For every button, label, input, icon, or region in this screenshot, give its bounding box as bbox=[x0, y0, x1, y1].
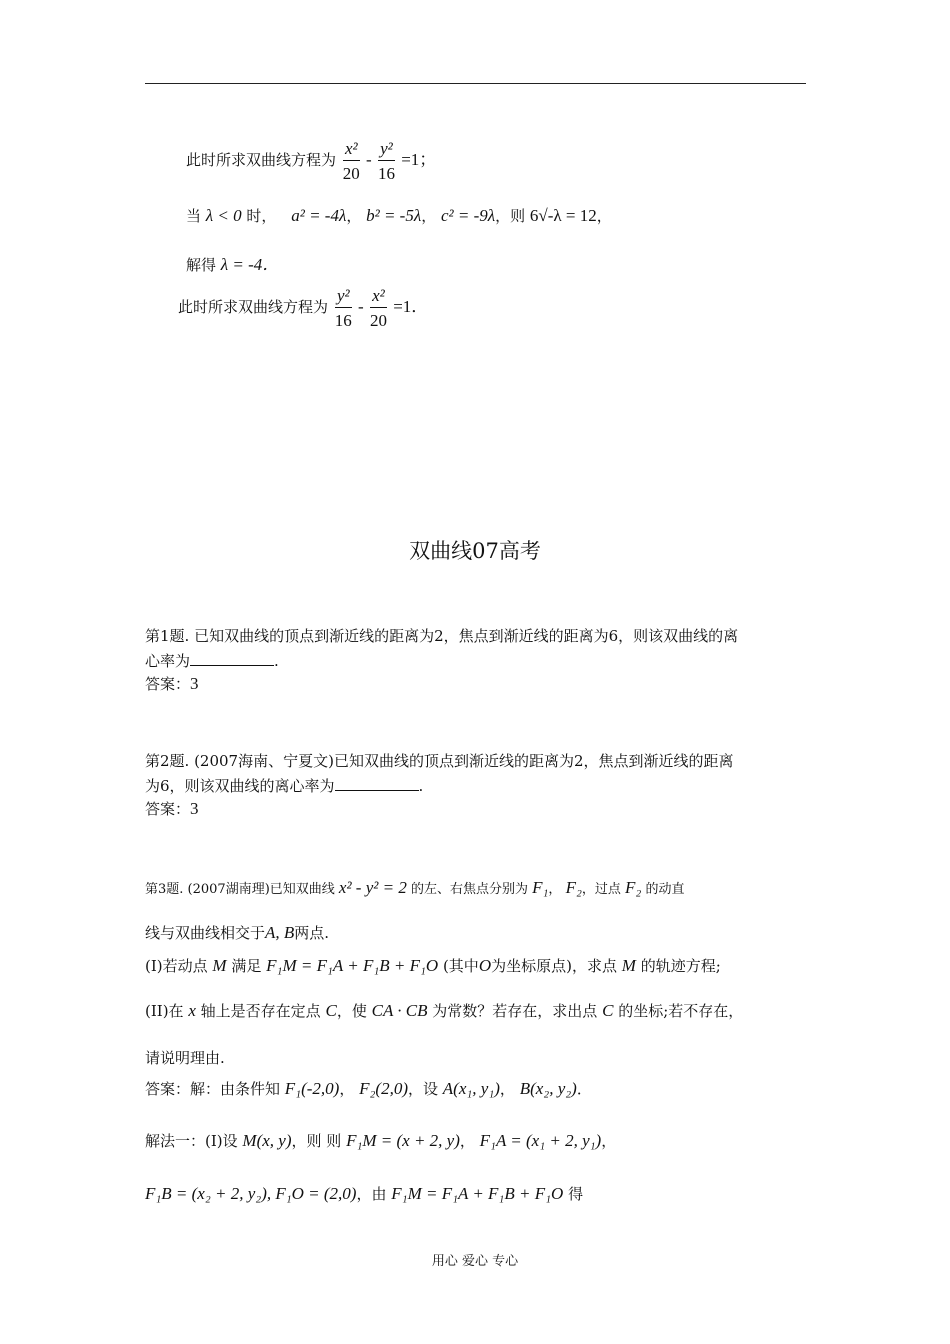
q3-line-7: 解法一：(I)设 M(x, y)，则 则 F₁M = (x + 2, y)， F₁A = (x₁ + 2, y₁)， bbox=[145, 1131, 617, 1150]
text: 线与双曲线相交于 bbox=[145, 924, 266, 942]
text: ，过点 bbox=[581, 882, 621, 897]
text: 为常数？若存在，求出点 bbox=[432, 1002, 598, 1020]
text: 时， bbox=[246, 207, 277, 225]
equation: F₁(-2,0) bbox=[284, 1079, 340, 1098]
text: 轴上是否存在定点 bbox=[200, 1002, 321, 1020]
equation-tail: =1． bbox=[393, 296, 429, 316]
q3-line-3 bbox=[145, 955, 721, 976]
answer-blank bbox=[190, 651, 274, 666]
equation: c² = -9λ bbox=[440, 206, 496, 225]
q1-line-1: 第1题. 已知双曲线的顶点到渐近线的距离为2，焦点到渐近线的距离为6，则该双曲线的离 bbox=[145, 627, 739, 645]
text: . bbox=[418, 777, 424, 795]
text: ，则 则 bbox=[291, 1132, 342, 1150]
symbol: F₁ bbox=[532, 878, 549, 897]
text: 的左、右焦点分别为 bbox=[410, 882, 528, 897]
text: 当 bbox=[186, 207, 202, 225]
equation: F₁M = F₁A + F₁B + F₁O bbox=[391, 1184, 564, 1203]
equation-hyperbola-2: $\frac{\text{y²}}{16}$ - $\frac{\text{x²}}{20}$ =1． bbox=[334, 286, 429, 330]
frac-den: 20 bbox=[369, 311, 387, 330]
equation-intro: 此时所求双曲线方程为 bbox=[178, 297, 329, 316]
equation: F₁M = F₁A + F₁B + F₁O bbox=[266, 956, 439, 975]
text: ． bbox=[576, 1080, 592, 1098]
text: 为坐标原点)，求点 bbox=[491, 957, 617, 975]
q2-line-1: 第2题. (2007海南、宁夏文)已知双曲线的顶点到渐近线的距离为2，焦点到渐近线的距离 bbox=[145, 752, 734, 770]
section-title: 双曲线07高考 bbox=[409, 539, 541, 563]
top-line-3 bbox=[186, 250, 279, 275]
equation: 6√-λ = 12 bbox=[529, 206, 597, 225]
frac-den: 16 bbox=[377, 164, 395, 183]
text: 心率为 bbox=[145, 652, 191, 670]
text: 得 bbox=[568, 1185, 584, 1203]
symbol: O bbox=[478, 956, 492, 975]
frac-num: y² bbox=[378, 140, 395, 161]
text: (I)若动点 bbox=[145, 957, 208, 975]
frac-num: y² bbox=[335, 287, 352, 308]
equation: b² = -5λ bbox=[366, 206, 422, 225]
equation: F₁A = (x₁ + 2, y₁) bbox=[479, 1131, 602, 1150]
header-rule bbox=[145, 83, 806, 84]
text: 满足 bbox=[231, 957, 262, 975]
text: 的坐标;若不存在， bbox=[618, 1002, 744, 1020]
frac-num: x² bbox=[343, 140, 360, 161]
answer-blank bbox=[335, 776, 419, 791]
answer-label: 答案： bbox=[145, 675, 191, 693]
symbol: F₂ bbox=[625, 878, 642, 897]
text: ，则 bbox=[495, 207, 526, 225]
top-line-2: 当 λ < 0 时， a² = -4λ， b² = -5λ， c² = -9λ，则 6√-λ = 12， bbox=[186, 206, 612, 225]
text: (其中 bbox=[442, 957, 479, 975]
answer-value: 3 bbox=[190, 799, 199, 818]
equation-intro: 此时所求双曲线方程为 bbox=[186, 150, 337, 169]
q3-line-5: 请说明理由. bbox=[145, 1049, 225, 1067]
equation: M(x, y) bbox=[242, 1131, 292, 1150]
frac-den: 16 bbox=[334, 311, 352, 330]
symbol: A, B bbox=[265, 923, 295, 942]
q3-line-1: 第3题. (2007湖南理)已知双曲线 x² - y² = 2 的左、右焦点分别为 F₁， F₂，过点 F₂ 的动直 bbox=[145, 878, 685, 897]
frac-num: x² bbox=[370, 287, 387, 308]
equation: a² = -4λ bbox=[291, 206, 347, 225]
answer-value: 3 bbox=[190, 674, 199, 693]
symbol: M bbox=[212, 956, 227, 975]
frac-den: 20 bbox=[342, 164, 360, 183]
equation: x² - y² = 2 bbox=[338, 878, 407, 897]
equation: A(x₁, y₁) bbox=[442, 1079, 500, 1098]
symbol: F₂ bbox=[565, 878, 582, 897]
equation-tail: =1； bbox=[401, 149, 437, 169]
text: 两点. bbox=[294, 924, 330, 942]
text: 解得 bbox=[186, 256, 217, 274]
page-footer: 用心 爱心 专心 bbox=[431, 1254, 519, 1269]
symbol: C bbox=[325, 1001, 337, 1020]
equation: F₁B = (x₂ + 2, y₂), F₁O = (2,0) bbox=[145, 1184, 357, 1203]
text: 答案：解：由条件知 bbox=[145, 1080, 281, 1098]
text: ，设 bbox=[407, 1080, 438, 1098]
text: (II)在 bbox=[145, 1002, 184, 1020]
top-line-4 bbox=[178, 287, 428, 329]
equation: CA · CB bbox=[371, 1001, 428, 1020]
symbol: x bbox=[188, 1001, 196, 1020]
q1-line-2 bbox=[145, 650, 279, 671]
q3-line-4 bbox=[145, 1000, 743, 1021]
equation: λ = -4． bbox=[220, 255, 280, 274]
equation: B(x₂, y₂) bbox=[519, 1079, 577, 1098]
q3-line-2 bbox=[145, 922, 329, 943]
text: . bbox=[274, 652, 279, 670]
text: 的轨迹方程; bbox=[640, 957, 721, 975]
text: 为6，则该双曲线的离心率为 bbox=[145, 777, 335, 795]
equation-hyperbola-1: $\frac{\text{x²}}{20}$ - $\frac{\text{y²}}{16}$ =1； bbox=[342, 139, 437, 183]
q2-answer bbox=[145, 798, 199, 819]
text: 解法一：(I)设 bbox=[145, 1132, 238, 1150]
top-line-1 bbox=[186, 140, 436, 182]
text: 第3题. (2007湖南理)已知双曲线 bbox=[145, 882, 335, 897]
text: ，使 bbox=[336, 1002, 367, 1020]
condition: λ < 0 bbox=[205, 206, 242, 225]
symbol: C bbox=[602, 1001, 614, 1020]
q3-line-8 bbox=[145, 1183, 583, 1204]
answer-label: 答案： bbox=[145, 800, 191, 818]
q3-line-6: 答案：解：由条件知 F₁(-2,0)， F₂(2,0)，设 A(x₁, y₁)， B(x₂, y₂)． bbox=[145, 1079, 592, 1098]
q1-answer bbox=[145, 673, 199, 694]
symbol: M bbox=[621, 956, 636, 975]
equation: F₁M = (x + 2, y) bbox=[346, 1131, 460, 1150]
text: ，由 bbox=[356, 1185, 387, 1203]
text: 的动直 bbox=[645, 882, 685, 897]
q2-line-2 bbox=[145, 775, 423, 796]
equation: F₂(2,0) bbox=[359, 1079, 408, 1098]
